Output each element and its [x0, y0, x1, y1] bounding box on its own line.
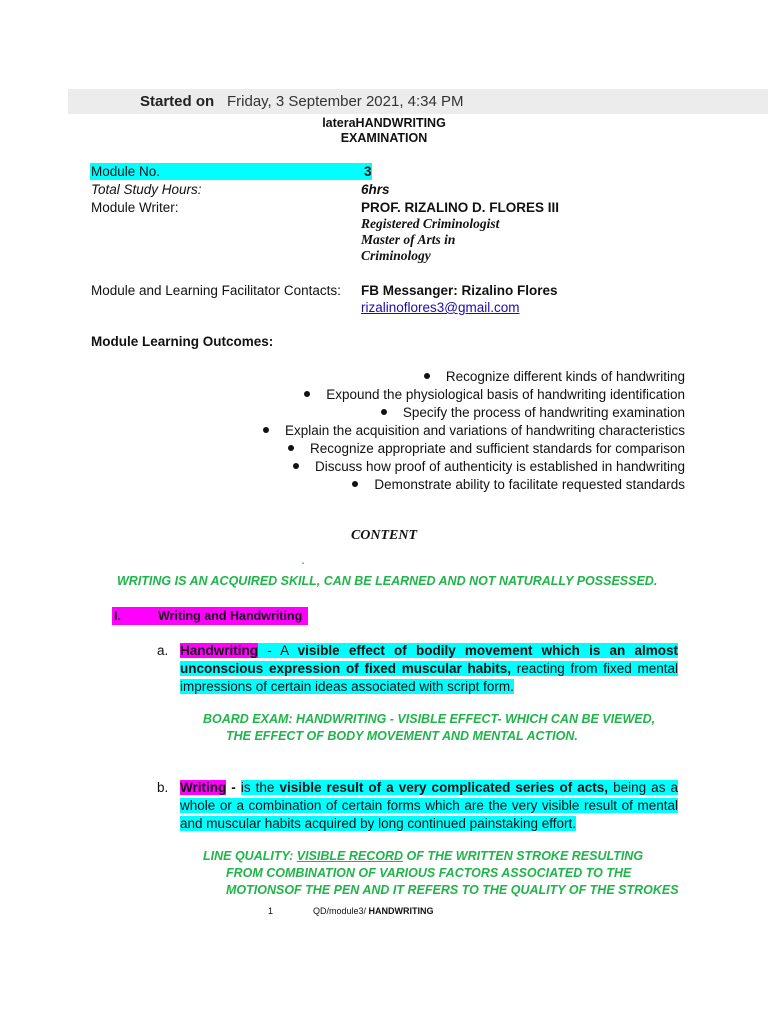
study-hours-value: 6hrs — [361, 182, 390, 197]
document-title-line1: lateraHANDWRITING — [322, 116, 446, 130]
study-hours-label: Total Study Hours: — [91, 182, 202, 197]
item-a-letter: a. — [157, 643, 169, 658]
green-dot: . — [302, 556, 305, 567]
writer-credential-3: Criminology — [361, 248, 431, 263]
started-on-value: Friday, 3 September 2021, 4:34 PM — [227, 93, 464, 110]
contacts-email-link[interactable]: rizalinoflores3@gmail.com — [361, 300, 520, 315]
list-item: Expound the physiological basis of handwriting identification — [263, 386, 685, 404]
bullet-icon — [304, 391, 310, 397]
module-writer-label: Module Writer: — [91, 200, 179, 215]
handwriting-definition — [180, 642, 678, 696]
bullet-icon — [424, 373, 430, 379]
writer-credential-1: Registered Criminologist — [361, 216, 500, 231]
contacts-label: Module and Learning Facilitator Contacts: — [91, 283, 341, 298]
outcomes-list — [263, 368, 685, 494]
module-no-value: 3 — [364, 164, 372, 179]
writing-pre: is the — [240, 780, 280, 795]
writing-bold: visible result of a very complicated series of acts, — [279, 780, 609, 795]
list-item: Recognize different kinds of handwriting — [263, 368, 685, 386]
bullet-icon — [293, 463, 299, 469]
board-exam-line2: THE EFFECT OF BODY MOVEMENT AND MENTAL ACTION. — [226, 729, 578, 743]
list-item: Recognize appropriate and sufficient standards for comparison — [263, 440, 685, 458]
writer-credential-2: Master of Arts in — [361, 232, 456, 247]
outcomes-heading: Module Learning Outcomes: — [91, 334, 274, 349]
bullet-icon — [352, 481, 358, 487]
writing-dash: - — [226, 780, 241, 795]
module-no-label: Module No. — [91, 164, 161, 179]
list-item: Specify the process of handwriting examination — [263, 404, 685, 422]
writing-rest: being as a whole or a combination of certain forms which are the very visible result of mental and muscular habits acquired by long continued painstaking effort. — [180, 780, 678, 831]
line-quality-line3: MOTIONSOF THE PEN AND IT REFERS TO THE QUALITY OF THE STROKES — [226, 883, 679, 897]
line-quality-line2: FROM COMBINATION OF VARIOUS FACTORS ASSOCIATED TO THE — [226, 866, 632, 880]
content-heading: CONTENT — [350, 528, 418, 543]
handwriting-term: Handwriting — [180, 643, 258, 658]
bullet-icon — [263, 427, 269, 433]
line-quality-line1: LINE QUALITY: VISIBLE RECORD OF THE WRITTEN STROKE RESULTING — [203, 849, 644, 863]
writing-term: Writing — [180, 780, 227, 795]
handwriting-bold: visible effect of bodily movement which is an almost unconscious expression of fixed muscular habits, — [180, 643, 679, 676]
footer-path: QD/module3/ HANDWRITING — [313, 906, 434, 916]
section-number: I. — [114, 609, 121, 623]
module-writer-name: PROF. RIZALINO D. FLORES III — [361, 200, 560, 215]
list-item: Demonstrate ability to facilitate requested standards — [263, 476, 685, 494]
skill-statement: WRITING IS AN ACQUIRED SKILL, CAN BE LEARNED AND NOT NATURALLY POSSESSED. — [117, 574, 658, 588]
section-title: Writing and Handwriting — [158, 609, 303, 623]
writing-definition — [180, 779, 678, 833]
board-exam-line1: BOARD EXAM: HANDWRITING - VISIBLE EFFECT- WHICH CAN BE VIEWED, — [203, 712, 656, 726]
list-item: Explain the acquisition and variations of handwriting characteristics — [263, 422, 685, 440]
contacts-fb: FB Messanger: Rizalino Flores — [361, 283, 558, 298]
document-title-line2: EXAMINATION — [340, 131, 428, 145]
list-item: Discuss how proof of authenticity is established in handwriting — [263, 458, 685, 476]
handwriting-dash: - A — [258, 643, 298, 658]
bullet-icon — [288, 445, 294, 451]
footer-page-number: 1 — [268, 906, 274, 916]
item-b-letter: b. — [157, 780, 169, 795]
bullet-icon — [381, 409, 387, 415]
handwriting-rest: reacting from fixed mental impressions of certain ideas associated with script form. — [180, 661, 678, 694]
started-on-label: Started on — [140, 93, 215, 110]
